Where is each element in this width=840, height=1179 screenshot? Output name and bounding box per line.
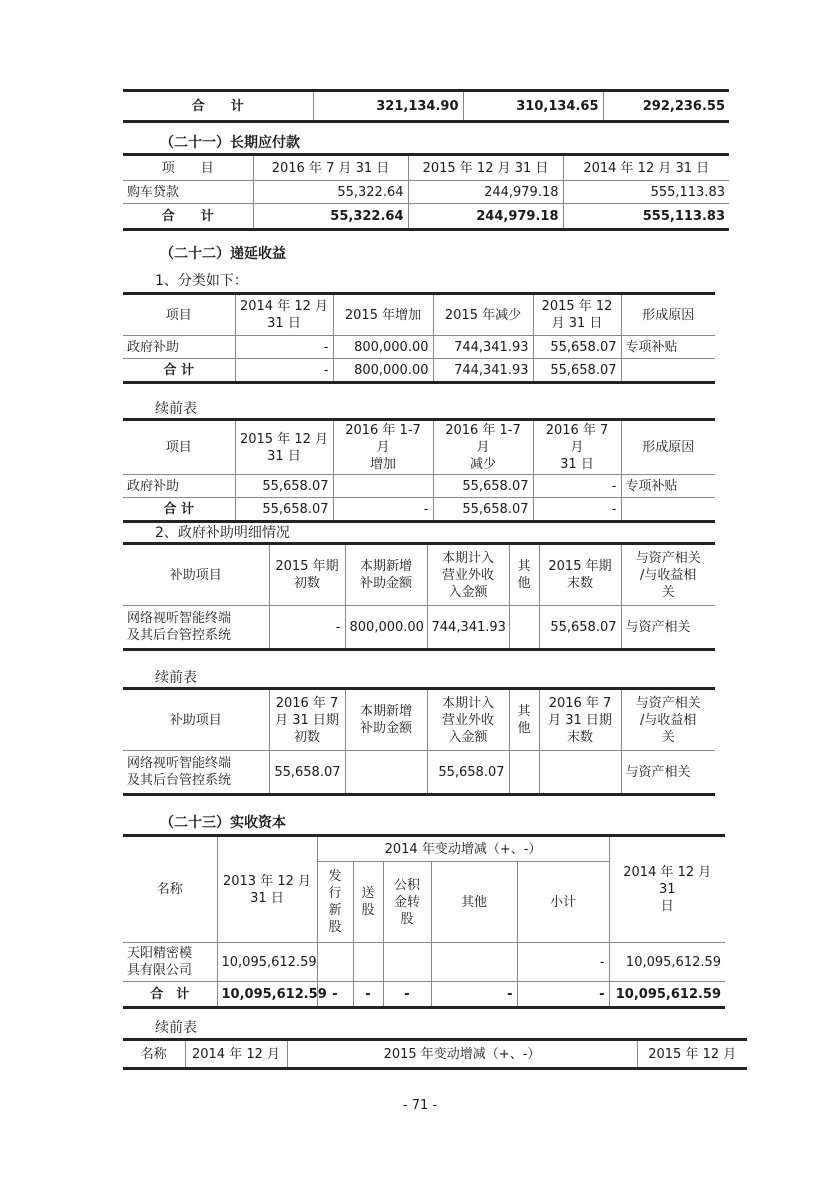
header-date-1: 2016 年 7 月 31 日 [253,155,408,181]
header: 本期计入 营业外收 入金额 [427,689,509,751]
header: 2016 年 7 月 31 日 [533,420,621,475]
section-23-heading: （二十三）实收资本 [160,815,286,831]
row-label: 购车贷款 [123,181,253,204]
cell: 10,095,612.59 [609,982,725,1008]
header-sub: 公积 金转 股 [383,862,431,943]
cell: 800,000.00 [333,336,433,359]
header-item: 项 目 [123,155,253,181]
cell: 244,979.18 [408,204,563,230]
header: 补助项目 [123,689,269,751]
cell: - [353,982,383,1008]
cell: - [431,982,517,1008]
cell: 与资产相关 [621,751,715,795]
header-change: 2015 年变动增减（+、-） [287,1040,637,1069]
header: 2014 年 12 月 31 日 [235,294,333,336]
header: 2015 年期 初数 [269,544,345,606]
total-label: 合 计 [123,359,235,383]
deferred-income-table-1 [123,292,715,384]
total-label: 合 计 [123,204,253,230]
cell [353,943,383,982]
cell: 与资产相关 [621,606,715,650]
header: 2016 年 1-7 月 减少 [433,420,533,475]
cell [509,606,539,650]
page-number: - 71 - [402,1098,438,1113]
cell: 55,658.07 [539,606,621,650]
header: 形成原因 [621,294,715,336]
cell: 55,658.07 [427,751,509,795]
header: 本期新增 补助金额 [345,544,427,606]
header-change: 2014 年变动增减（+、-） [317,836,609,862]
header-begin: 2013 年 12 月 31 日 [217,836,317,943]
cell: 专项补贴 [621,475,715,498]
cell [509,751,539,795]
subsection-1: 1、分类如下： [155,273,248,289]
cell: - [533,498,621,522]
header: 本期计入 营业外收 入金额 [427,544,509,606]
total-label: 合 计 [123,91,313,122]
continued-label: 续前表 [155,1020,197,1036]
header-sub: 发 行 新 股 [317,862,353,943]
row-label: 政府补助 [123,336,235,359]
total-label: 合 计 [123,498,235,522]
long-term-payables-table [123,153,729,231]
header: 补助项目 [123,544,269,606]
header: 与资产相关 /与收益相 关 [621,689,715,751]
total-value-1: 321,134.90 [313,91,463,122]
header-sub: 小计 [517,862,609,943]
cell [317,943,353,982]
subsection-2: 2、政府补助明细情况 [155,525,290,541]
cell: - [517,982,609,1008]
header: 2016 年 1-7 月 增加 [333,420,433,475]
top-total-table [123,89,729,123]
cell: 10,095,612.59 [609,943,725,982]
header-end: 2015 年 12 月 [637,1040,747,1069]
header: 2015 年 12 月 31 日 [235,420,333,475]
header: 本期新增 补助金额 [345,689,427,751]
cell [345,751,427,795]
header: 2015 年 12 月 31 日 [533,294,621,336]
row-label: 政府补助 [123,475,235,498]
paid-in-capital-table [123,834,725,1009]
gov-subsidy-detail-table-2 [123,687,715,796]
row-label: 网络视听智能终端 及其后台管控系统 [123,751,269,795]
row-label: 天阳精密模 具有限公司 [123,943,217,982]
header: 与资产相关 /与收益相 关 [621,544,715,606]
cell [539,751,621,795]
header-date-3: 2014 年 12 月 31 日 [563,155,729,181]
total-label: 合 计 [123,982,217,1008]
header: 2015 年期 末数 [539,544,621,606]
cell: - [269,606,345,650]
header: 其 他 [509,689,539,751]
cell: 55,658.07 [235,498,333,522]
header: 其 他 [509,544,539,606]
header: 项目 [123,420,235,475]
cell: 555,113.83 [563,181,729,204]
cell: 55,322.64 [253,204,408,230]
cell: 744,341.93 [427,606,509,650]
cell: 800,000.00 [345,606,427,650]
cell: 55,322.64 [253,181,408,204]
cell: 744,341.93 [433,359,533,383]
cell: - [235,359,333,383]
cell: - [383,982,431,1008]
continued-label: 续前表 [155,401,197,417]
deferred-income-table-2 [123,418,715,523]
total-value-3: 292,236.55 [603,91,729,122]
cell: 55,658.07 [433,475,533,498]
cell: - [333,498,433,522]
header-name: 名称 [123,836,217,943]
row-label: 网络视听智能终端 及其后台管控系统 [123,606,269,650]
header: 项目 [123,294,235,336]
header: 2016 年 7 月 31 日期 初数 [269,689,345,751]
paid-in-capital-table-continued [123,1038,747,1070]
cell [621,359,715,383]
header-date-2: 2015 年 12 月 31 日 [408,155,563,181]
header: 形成原因 [621,420,715,475]
cell: 55,658.07 [533,336,621,359]
cell: 555,113.83 [563,204,729,230]
cell: 10,095,612.59 [217,943,317,982]
total-value-2: 310,134.65 [463,91,603,122]
cell: 专项补贴 [621,336,715,359]
cell: 244,979.18 [408,181,563,204]
cell: 55,658.07 [269,751,345,795]
header: 2016 年 7 月 31 日期 末数 [539,689,621,751]
cell: 10,095,612.59 [217,982,317,1008]
section-22-heading: （二十二）递延收益 [160,246,286,262]
cell: - [533,475,621,498]
cell: - [235,336,333,359]
gov-subsidy-detail-table-1 [123,542,715,651]
section-21-heading: （二十一）长期应付款 [160,135,300,151]
cell [383,943,431,982]
continued-label: 续前表 [155,670,197,686]
header: 2015 年增加 [333,294,433,336]
cell: 744,341.93 [433,336,533,359]
header-name: 名称 [123,1040,185,1069]
cell: - [517,943,609,982]
cell: 55,658.07 [433,498,533,522]
header-end: 2014 年 12 月 31 日 [609,836,725,943]
header-sub: 其他 [431,862,517,943]
header: 2015 年减少 [433,294,533,336]
cell [621,498,715,522]
cell [431,943,517,982]
cell: 55,658.07 [235,475,333,498]
header-begin: 2014 年 12 月 [185,1040,287,1069]
cell: 55,658.07 [533,359,621,383]
cell: - [317,982,353,1008]
cell: 800,000.00 [333,359,433,383]
cell [333,475,433,498]
header-sub: 送 股 [353,862,383,943]
